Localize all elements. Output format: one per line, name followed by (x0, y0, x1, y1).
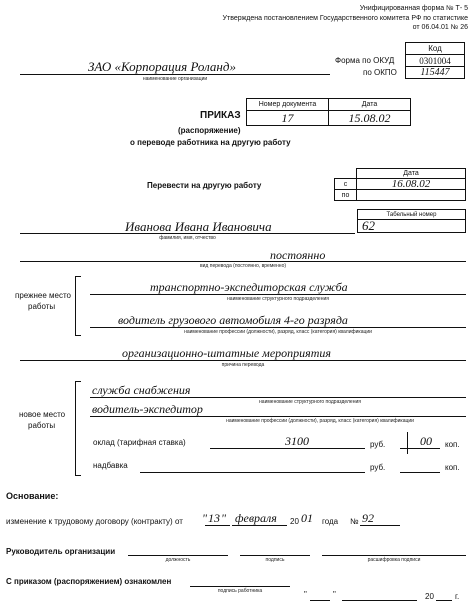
doc-number: 17 (281, 110, 294, 125)
approval-line-1: Утверждена постановлением Государственного комитета РФ по статистике (222, 15, 468, 22)
salary-kop-value: 00 (420, 434, 432, 448)
new-dept-line (90, 397, 466, 398)
basis-month-line (232, 525, 287, 526)
bonus-kop: коп. (445, 463, 460, 472)
new-label-1: новое место (19, 410, 66, 419)
prev-position: водитель грузового автомобиля 4-го разряда (118, 313, 348, 327)
basis-text: изменение к трудовому договору (контракту) от (6, 517, 183, 526)
ack-signature-line (190, 586, 290, 587)
basis-month: февраля (235, 511, 277, 525)
employee-caption: фамилия, имя, отчество (159, 235, 216, 241)
transfer-type-caption: вид перевода (постоянно, временно) (199, 263, 287, 269)
bonus-rub: руб. (370, 463, 386, 472)
employee-name: Иванова Ивана Ивановича (125, 219, 272, 234)
ack-quote-open: " (304, 590, 307, 599)
transfer-to-cell (356, 189, 466, 201)
prev-label-1: прежнее место (15, 291, 72, 300)
ack-year-word: г. (455, 592, 460, 601)
salary-rub: руб. (370, 440, 386, 449)
okpo-value-cell (405, 66, 465, 79)
manager-decode-caption: расшифровка подписи (367, 557, 421, 563)
okud-label: Форма по ОКУД (335, 56, 395, 65)
salary-line (210, 448, 365, 449)
ack-quote-close: " (333, 590, 336, 599)
order-title: ПРИКАЗ (200, 110, 241, 121)
basis-title: Основание: (6, 491, 59, 501)
salary-value: 3100 (285, 434, 309, 448)
bonus-line (140, 472, 365, 473)
basis-year-suffix: 01 (301, 511, 313, 525)
ack-month-line (342, 600, 417, 601)
transfer-label: Перевести на другую работу (147, 181, 262, 190)
basis-day-line (205, 525, 230, 526)
manager-signature-line (240, 555, 310, 556)
manager-position-line (128, 555, 228, 556)
prev-bracket (75, 276, 81, 336)
new-label-2: работы (28, 421, 56, 430)
bonus-kop-line (400, 472, 440, 473)
basis-num-sign: № (350, 517, 359, 526)
doc-date: 15.08.02 (348, 110, 391, 125)
basis-day: 13 (208, 511, 220, 525)
approval-line-2: от 06.04.01 № 26 (412, 24, 468, 31)
new-dept-caption: наименование структурного подразделения (259, 399, 361, 405)
salary-kop-line (400, 448, 440, 449)
okpo-label: по ОКПО (363, 68, 397, 77)
ack-year: 20 (425, 592, 434, 601)
basis-year-prefix: 20 (290, 517, 299, 526)
reason-line (20, 360, 466, 361)
order-subtitle: (распоряжение) (178, 126, 241, 135)
prev-position-caption: наименование профессии (должности), разряд, класс (категория) квалификации (184, 329, 372, 335)
transfer-date-header-text: Дата (403, 170, 419, 177)
prev-label-2: работы (28, 302, 56, 311)
reason-caption: причина перевода (221, 362, 265, 368)
ack-signature-caption: подпись работника (217, 588, 263, 594)
salary-label: оклад (тарифная ставка) (93, 438, 186, 447)
manager-decode-line (322, 555, 466, 556)
order-about: о переводе работника на другую работу (130, 138, 291, 147)
okud-value: 0301004 (419, 55, 451, 66)
transfer-from: 16.08.02 (391, 178, 431, 190)
doc-date-header-text: Дата (361, 101, 378, 108)
employee-line (20, 233, 355, 234)
tab-number-header-text: Табельный номер (386, 211, 437, 218)
tab-number: 62 (362, 218, 375, 233)
transfer-from-label: с (343, 180, 348, 188)
prev-position-line (90, 327, 466, 328)
transfer-to-label: по (341, 191, 350, 199)
manager-position-caption: должность (165, 557, 191, 563)
organization-caption: наименование организации (142, 76, 208, 82)
organization-name: ЗАО «Корпорация Роланд» (88, 59, 236, 74)
ack-year-line (436, 600, 452, 601)
new-position-caption: наименование профессии (должности), разряд, класс (категория) квалификации (226, 418, 414, 424)
tab-number-cell (357, 219, 466, 233)
prev-dept: транспортно-экспедиторская служба (150, 280, 348, 294)
basis-year-word: года (322, 517, 339, 526)
new-bracket (75, 381, 81, 476)
manager-signature-caption: подпись (265, 557, 285, 563)
new-dept: служба снабжения (92, 383, 191, 397)
transfer-type-line (20, 261, 466, 262)
code-header: Код (428, 44, 442, 53)
prev-dept-line (90, 294, 466, 295)
basis-number-line (360, 525, 400, 526)
basis-quote-open: " (202, 511, 208, 525)
okpo-value: 115447 (420, 67, 450, 78)
basis-number: 92 (362, 511, 374, 525)
new-position-line (90, 416, 466, 417)
basis-quote-close: " (221, 511, 227, 525)
form-name: Унифицированная форма № Т- 5 (359, 5, 468, 12)
reason: организационно-штатные мероприятия (122, 346, 331, 360)
doc-number-cell (246, 110, 329, 126)
ack-day-line (310, 600, 330, 601)
bonus-label: надбавка (93, 461, 128, 470)
salary-kop: коп. (445, 440, 460, 449)
organization-line (20, 74, 330, 75)
new-position: водитель-экспедитор (92, 402, 203, 416)
ack-label: С приказом (распоряжением) ознакомлен (6, 577, 172, 586)
doc-number-header-text: Номер документа (258, 101, 317, 108)
transfer-to-label-cell (334, 189, 357, 201)
doc-date-cell (328, 110, 411, 126)
manager-label: Руководитель организации (6, 547, 116, 556)
transfer-type: постоянно (270, 248, 326, 262)
prev-dept-caption: наименование структурного подразделения (227, 296, 329, 302)
